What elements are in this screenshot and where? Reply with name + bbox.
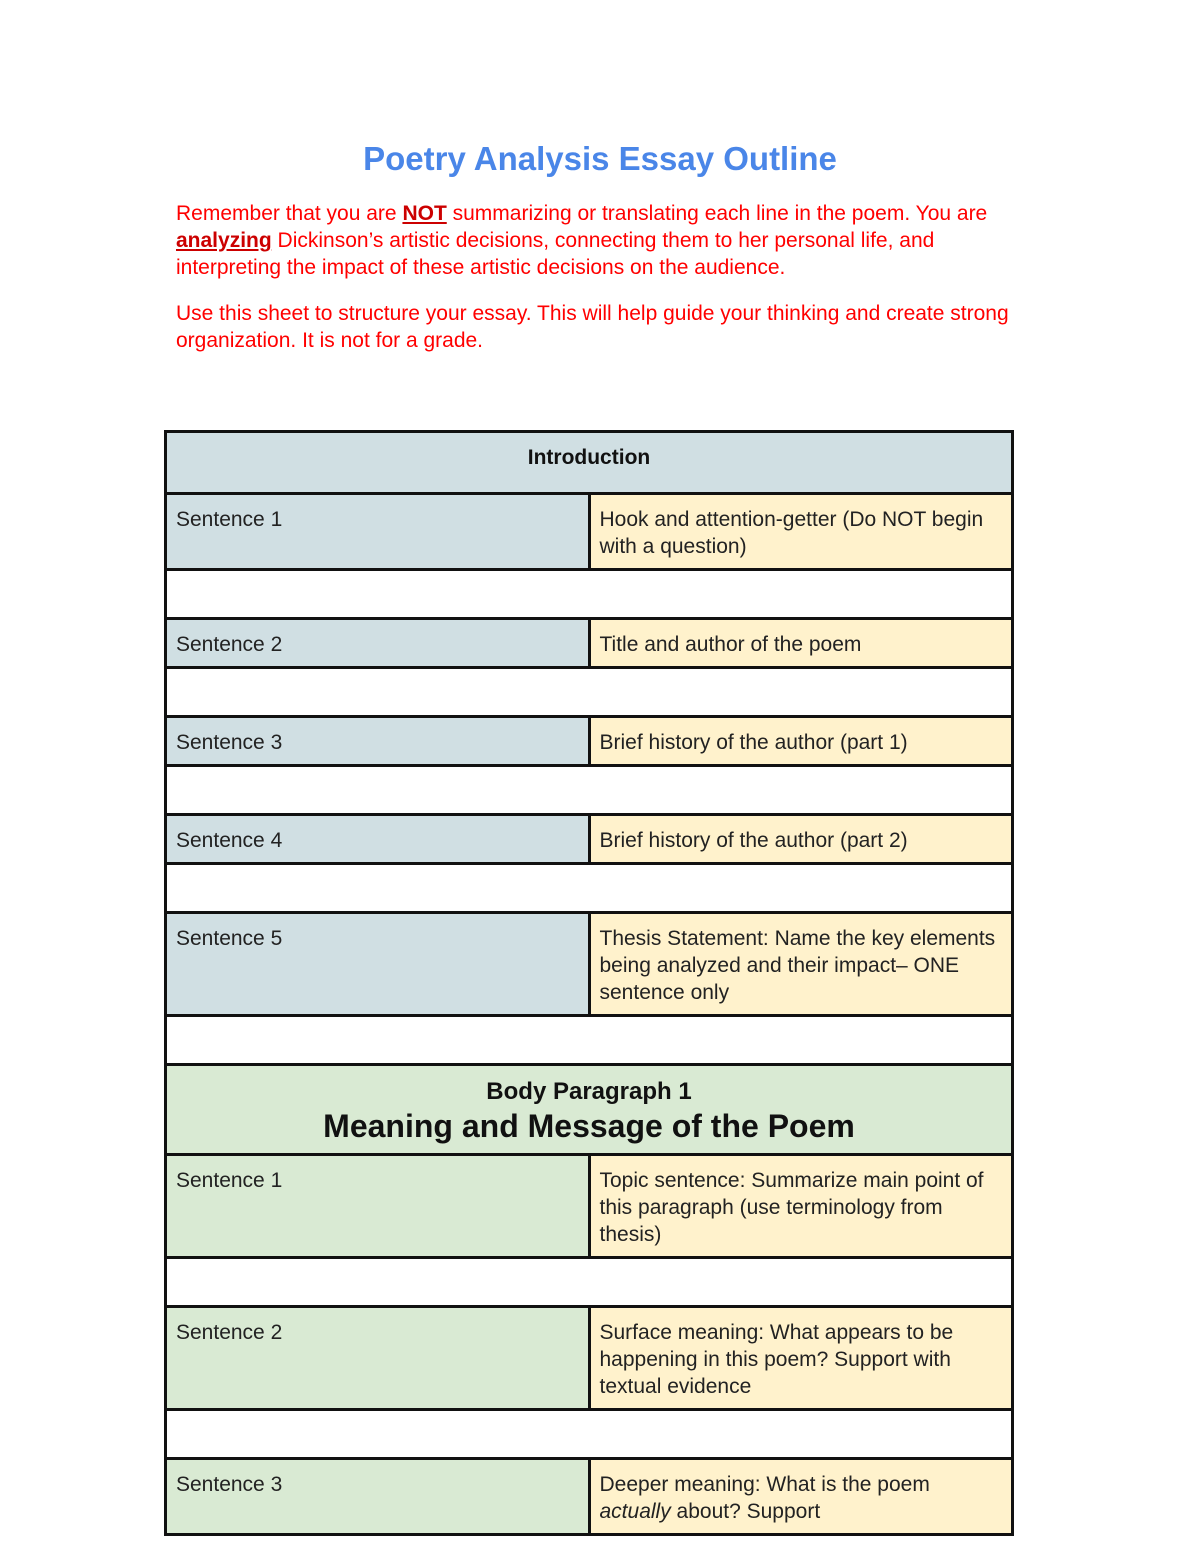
sentence-label: Sentence 3 [166, 717, 590, 766]
table-row [166, 494, 1013, 570]
body-paragraph-title: Meaning and Message of the Poem [323, 1108, 855, 1144]
sentence-label: Sentence 2 [166, 1307, 590, 1410]
instruction-text: summarizing or translating each line in the poem. You are [446, 202, 988, 225]
instruction-paragraph-1 [176, 200, 1026, 281]
table-row [166, 1155, 1013, 1258]
answer-row [166, 668, 1013, 717]
sentence-description [589, 1459, 1013, 1535]
emphasis-analyzing: analyzing [176, 229, 272, 252]
sentence-label: Sentence 2 [166, 619, 590, 668]
sentence-description: Brief history of the author (part 2) [589, 815, 1013, 864]
table-row [166, 619, 1013, 668]
sentence-label: Sentence 4 [166, 815, 590, 864]
answer-space[interactable] [166, 570, 1013, 619]
sentence-description: Thesis Statement: Name the key elements being analyzed and their impact– ONE sentence only [589, 913, 1013, 1016]
answer-space[interactable] [166, 864, 1013, 913]
answer-row [166, 1410, 1013, 1459]
answer-space[interactable] [166, 668, 1013, 717]
sentence-description: Title and author of the poem [589, 619, 1013, 668]
instruction-text: Dickinson’s artistic decisions, connecting them to her personal life, and interpreting the impact of these artistic decisions on the audience. [176, 229, 935, 279]
description-text: about? Support [670, 1500, 821, 1523]
sentence-description: Hook and attention-getter (Do NOT begin with a question) [589, 494, 1013, 570]
body-paragraph-subheader: Body Paragraph 1 [486, 1078, 692, 1105]
answer-space[interactable] [166, 1258, 1013, 1307]
instructions [176, 200, 1026, 373]
introduction-header: Introduction [166, 432, 1013, 494]
answer-space[interactable] [166, 1016, 1013, 1065]
body-paragraph-header-row [166, 1065, 1013, 1155]
table-row [166, 815, 1013, 864]
answer-row [166, 1258, 1013, 1307]
answer-row [166, 1016, 1013, 1065]
answer-space[interactable] [166, 766, 1013, 815]
page-title: Poetry Analysis Essay Outline [363, 140, 837, 177]
sentence-label: Sentence 1 [166, 1155, 590, 1258]
emphasis-not: NOT [402, 202, 447, 225]
table-row [166, 717, 1013, 766]
table-row [166, 1459, 1013, 1535]
sentence-description: Surface meaning: What appears to be happening in this poem? Support with textual evidence [589, 1307, 1013, 1410]
sentence-description: Brief history of the author (part 1) [589, 717, 1013, 766]
sentence-description: Topic sentence: Summarize main point of this paragraph (use terminology from thesis) [589, 1155, 1013, 1258]
description-text: Deeper meaning: What is the poem [599, 1473, 930, 1496]
answer-row [166, 766, 1013, 815]
table-row [166, 1307, 1013, 1410]
body-paragraph-header [166, 1065, 1013, 1155]
instruction-paragraph-2: Use this sheet to structure your essay. This will help guide your thinking and create strong organization. It is not for a grade. [176, 302, 1009, 352]
sentence-label: Sentence 5 [166, 913, 590, 1016]
outline-table [164, 430, 1014, 1536]
introduction-header-row [166, 432, 1013, 494]
sentence-label: Sentence 3 [166, 1459, 590, 1535]
answer-row [166, 570, 1013, 619]
table-row [166, 913, 1013, 1016]
sentence-label: Sentence 1 [166, 494, 590, 570]
instruction-text: Remember that you are [176, 202, 403, 225]
answer-space[interactable] [166, 1410, 1013, 1459]
answer-row [166, 864, 1013, 913]
description-emphasis: actually [599, 1500, 671, 1523]
